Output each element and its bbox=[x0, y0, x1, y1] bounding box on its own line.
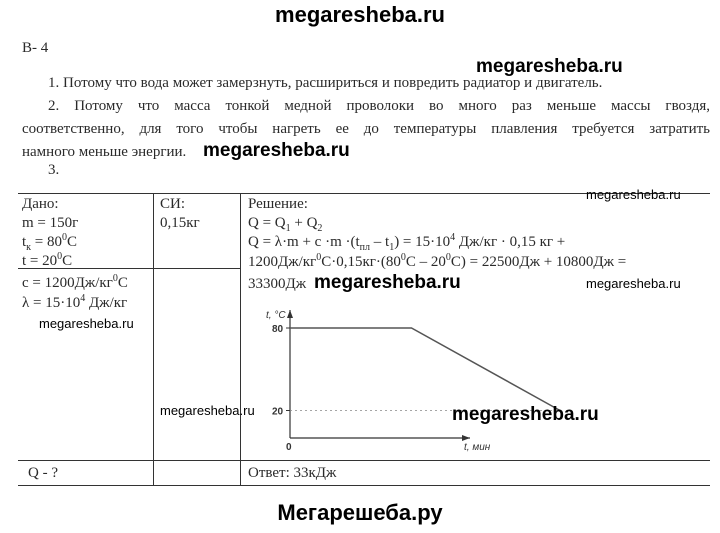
solution-title: Решение: bbox=[248, 196, 308, 212]
watermark-7[interactable]: megaresheba.ru bbox=[160, 403, 255, 418]
given-lambda: $\lambda = 15\cdot 10^4$ Дж/кг bbox=[22, 293, 128, 311]
given-mass: m = 150г bbox=[22, 215, 79, 231]
y-tick-label-20: 20 bbox=[272, 406, 284, 418]
x-axis-arrow-icon bbox=[462, 435, 470, 441]
given-c: $с = 1200Дж/кг^0С$ bbox=[22, 273, 128, 291]
solution-eq-1: $Q = Q_1 + Q_2$ bbox=[248, 215, 323, 234]
watermark-6[interactable]: megaresheba.ru bbox=[39, 316, 134, 331]
y-tick-label-80: 80 bbox=[272, 324, 284, 335]
watermark-2[interactable]: megaresheba.ru bbox=[203, 140, 350, 161]
variant-label: В- 4 bbox=[22, 40, 49, 56]
answer-2-line-2: соответственно, для того чтобы нагреть ее до температуры плавления требуется затратить bbox=[22, 121, 710, 137]
site-footer[interactable]: Мегарешеба.ру bbox=[277, 500, 443, 525]
watermark-5[interactable]: megaresheba.ru bbox=[586, 276, 681, 291]
watermark-1[interactable]: megaresheba.ru bbox=[476, 56, 623, 77]
site-header[interactable]: megaresheba.ru bbox=[275, 2, 445, 27]
solution-eq-3: $1200Дж/кг^0С\cdot 0,15кг\cdot(80^0С - 20^0С) = 22500Дж + 10800Дж$ = bbox=[248, 252, 627, 270]
solution-answer: Ответ: 33кДж bbox=[248, 465, 337, 481]
solution-eq-2: $Q = \lambda\cdot m + c \cdot m \cdot(t_{пл} - t_1) = 15\cdot 10^4$ Дж/кг · 0,15 кг + bbox=[248, 232, 566, 253]
watermark-8[interactable]: megaresheba.ru bbox=[452, 404, 599, 425]
watermark-3[interactable]: megaresheba.ru bbox=[586, 187, 681, 202]
given-find: Q - ? bbox=[28, 465, 58, 481]
y-axis-arrow-icon bbox=[287, 310, 293, 318]
given-tk: $t_к = 80^0С$ bbox=[22, 232, 78, 253]
si-title: СИ: bbox=[160, 196, 186, 212]
solution-eq-4: 33300Дж bbox=[248, 276, 307, 292]
y-axis-label: t, °C bbox=[266, 310, 286, 321]
si-mass: 0,15кг bbox=[160, 215, 200, 231]
temperature-line bbox=[290, 328, 560, 411]
answer-2-line-3: намного меньше энергии. bbox=[22, 144, 187, 160]
answer-1-text: 1. Потому что вода может замерзнуть, расшириться и повредить радиатор и двигатель. bbox=[48, 75, 603, 91]
answer-3-number: 3. bbox=[48, 162, 60, 178]
answer-2-line-1: 2. Потому что масса тонкой медной проволоки во много раз меньше массы гвоздя, bbox=[48, 98, 710, 114]
x-tick-label-0: 0 bbox=[286, 442, 292, 453]
given-t: $t = 20^0С$ bbox=[22, 251, 73, 269]
watermark-4[interactable]: megaresheba.ru bbox=[314, 272, 461, 293]
given-title: Дано: bbox=[22, 196, 59, 212]
x-axis-label: t, мин bbox=[464, 442, 491, 453]
